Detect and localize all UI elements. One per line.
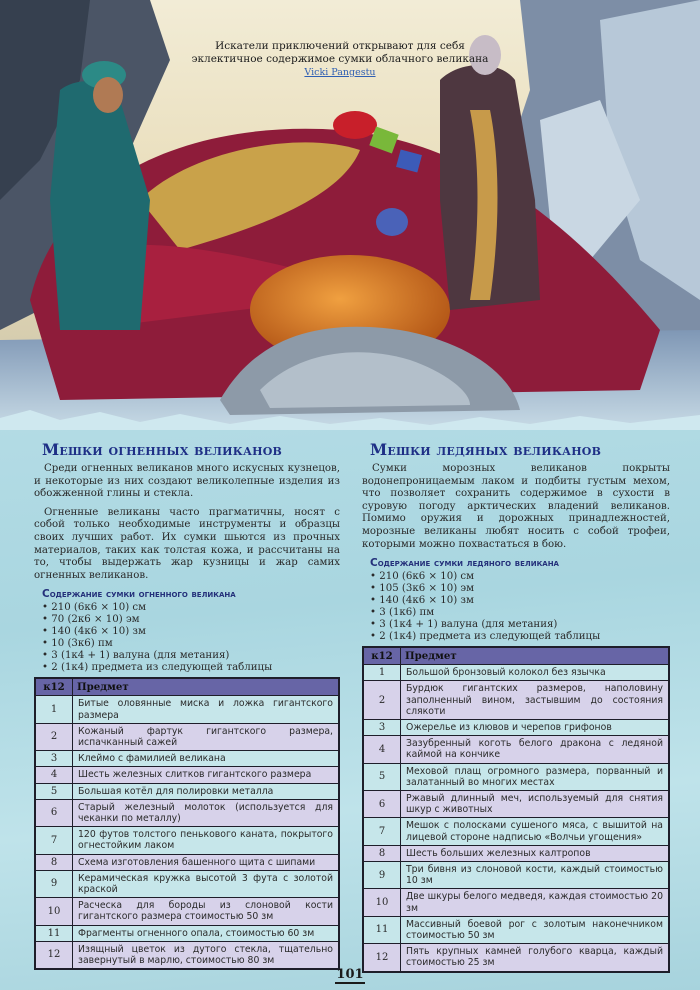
list-item: • 2 (1к4) предмета из следующей таблицы (370, 631, 670, 643)
item-cell: Меховой плащ огромного размера, порванный и залатанный во многих местах (401, 763, 670, 790)
list-item: • 2 (1к4) предмета из следующей таблицы (42, 662, 340, 674)
fire-items-table (34, 677, 340, 970)
fire-contents-subtitle: Содержание сумки огненного великана (42, 588, 236, 601)
item-cell: Изящный цветок из дутого стекла, тщательно завернутый в марлю, стоимостью 80 зм (73, 941, 340, 969)
column-header-roll: к12 (35, 678, 73, 696)
roll-cell: 5 (363, 763, 401, 790)
list-item: • 210 (6к6 × 10) см (370, 571, 670, 583)
table-row (35, 941, 339, 969)
item-cell: Керамическая кружка высотой 3 фута с золотой краской (73, 870, 340, 897)
table-row (35, 696, 339, 723)
fire-contents-list (34, 602, 340, 674)
item-cell: Шесть железных слитков гигантского размера (73, 767, 340, 783)
table-row (363, 862, 669, 889)
item-cell: Пять крупных камней голубого кварца, каждый стоимостью 25 зм (401, 944, 670, 972)
roll-cell: 12 (363, 944, 401, 972)
item-cell: Старый железный молоток (используется для чеканки по металлу) (73, 799, 340, 826)
item-cell: Большая котёл для полировки металла (73, 783, 340, 799)
item-cell: Массивный боевой рог с золотым наконечником стоимостью 50 зм (401, 916, 670, 943)
roll-cell: 3 (363, 719, 401, 735)
item-cell: Клеймо с фамилией великана (73, 751, 340, 767)
table-row (35, 751, 339, 767)
item-cell: Схема изготовления башенного щита с шипами (73, 854, 340, 870)
table-header-row (363, 647, 669, 665)
list-item: • 3 (1к4 + 1) валуна (для метания) (42, 650, 340, 662)
table-row (363, 845, 669, 861)
table-row (363, 889, 669, 916)
page-number (0, 967, 700, 982)
table-row (35, 799, 339, 826)
roll-cell: 8 (35, 854, 73, 870)
table-row (363, 790, 669, 817)
roll-cell: 8 (363, 845, 401, 861)
item-cell: Две шкуры белого медведя, каждая стоимостью 20 зм (401, 889, 670, 916)
list-item: • 105 (3к6 × 10) эм (370, 583, 670, 595)
table-row (363, 681, 669, 720)
item-cell: Кожаный фартук гигантского размера, испачканный сажей (73, 723, 340, 750)
page-number-text: 101 (336, 967, 364, 982)
item-cell: Большой бронзовый колокол без язычка (401, 665, 670, 681)
table-row (363, 763, 669, 790)
list-item: • 3 (1к4 + 1) валуна (для метания) (370, 619, 670, 631)
item-cell: Фрагменты огненного опала, стоимостью 60 зм (73, 925, 340, 941)
roll-cell: 3 (35, 751, 73, 767)
item-cell: Шесть больших железных калтропов (401, 845, 670, 861)
roll-cell: 1 (35, 696, 73, 723)
roll-cell: 11 (363, 916, 401, 943)
frost-giant-column (362, 440, 670, 973)
table-row (363, 719, 669, 735)
roll-cell: 6 (363, 790, 401, 817)
roll-cell: 6 (35, 799, 73, 826)
list-item: • 3 (1к6) пм (370, 607, 670, 619)
item-cell: Мешок с полосками сушеного мяса, с вышитой на лицевой стороне надписью «Волчьи угощения» (401, 818, 670, 845)
table-header-row (35, 678, 339, 696)
fire-paragraph: Огненные великаны часто прагматичны, носят с собой только необходимые инструменты и образцы своих лучших работ. Их сумки шьются из прочных материалов, таких как толстая кожа, и рассчитаны на то, чтобы выдержать жар кузницы и жар самих огненных великанов. (34, 506, 340, 581)
table-row (35, 723, 339, 750)
table-row (363, 665, 669, 681)
roll-cell: 11 (35, 925, 73, 941)
roll-cell: 2 (35, 723, 73, 750)
item-cell: Битые оловянные миска и ложка гигантского размера (73, 696, 340, 723)
item-cell: Зазубренный коготь белого дракона с ледяной каймой на кончике (401, 736, 670, 763)
illustration-caption (180, 40, 500, 79)
roll-cell: 9 (363, 862, 401, 889)
column-header-item: Предмет (73, 678, 340, 696)
table-row (35, 925, 339, 941)
roll-cell: 12 (35, 941, 73, 969)
item-cell: Бурдюк гигантских размеров, наполовину заполненный вином, застывшим до состояния слякоти (401, 681, 670, 720)
list-item: • 140 (4к6 × 10) зм (370, 595, 670, 607)
table-row (363, 736, 669, 763)
roll-cell: 5 (35, 783, 73, 799)
roll-cell: 4 (363, 736, 401, 763)
table-row (35, 783, 339, 799)
frost-section-title: Мешки ледяных великанов (370, 440, 602, 459)
item-cell: Три бивня из слоновой кости, каждый стоимостью 10 зм (401, 862, 670, 889)
caption-line-2: эклектичное содержимое сумки облачного великана (191, 53, 489, 65)
roll-cell: 7 (35, 827, 73, 854)
item-cell: Расческа для бороды из слоновой кости гигантского размера стоимостью 50 зм (73, 898, 340, 925)
roll-cell: 7 (363, 818, 401, 845)
item-cell: Ржавый длинный меч, используемый для снятия шкур с животных (401, 790, 670, 817)
roll-cell: 10 (35, 898, 73, 925)
artist-credit[interactable]: Vicki Pangestu (304, 67, 376, 78)
item-cell: 120 футов толстого пенькового каната, покрытого огнестойким лаком (73, 827, 340, 854)
frost-paragraph: Сумки морозных великанов покрыты водонепроницаемым лаком и подбиты густым мехом, что позволяет сохранить содержимое в сухости в суровую погоду арктических владений великанов. Помимо оружия и дорожных принадлежностей, морозные великаны любят носить с собой трофеи, которыми можно похвастаться в бою. (362, 463, 670, 550)
table-row (363, 916, 669, 943)
roll-cell: 4 (35, 767, 73, 783)
table-row (35, 767, 339, 783)
table-row (35, 827, 339, 854)
column-header-roll: к12 (363, 647, 401, 665)
column-header-item: Предмет (401, 647, 670, 665)
list-item: • 210 (6к6 × 10) см (42, 602, 340, 614)
roll-cell: 1 (363, 665, 401, 681)
roll-cell: 9 (35, 870, 73, 897)
table-row (35, 870, 339, 897)
fire-paragraph: Среди огненных великанов много искусных кузнецов, и некоторые из них создают великолепные изделия из обожженной глины и стекла. (34, 463, 340, 500)
fire-section-title: Мешки огненных великанов (42, 440, 283, 459)
caption-line-1: Искатели приключений открывают для себя (215, 40, 465, 52)
fire-giant-column (34, 440, 340, 970)
roll-cell: 2 (363, 681, 401, 720)
item-cell: Ожерелье из клювов и черепов грифонов (401, 719, 670, 735)
table-row (35, 898, 339, 925)
table-row (363, 818, 669, 845)
roll-cell: 10 (363, 889, 401, 916)
frost-items-table (362, 646, 670, 972)
list-item: • 70 (2к6 × 10) эм (42, 614, 340, 626)
frost-contents-list (362, 571, 670, 643)
table-row (35, 854, 339, 870)
list-item: • 140 (4к6 × 10) зм (42, 626, 340, 638)
list-item: • 10 (3к6) пм (42, 638, 340, 650)
frost-contents-subtitle: Содержание сумки ледяного великана (370, 557, 559, 570)
